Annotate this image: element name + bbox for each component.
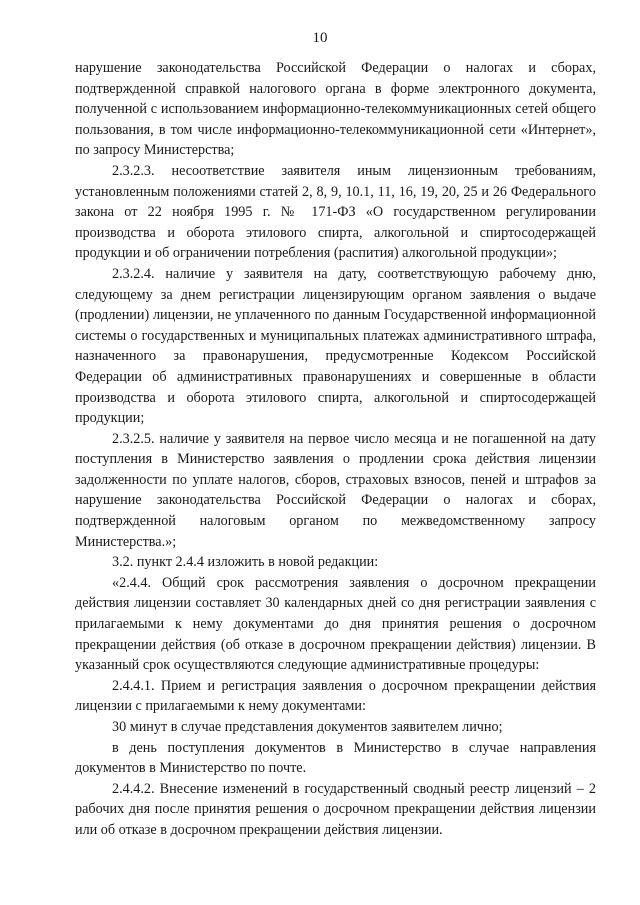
paragraph-2-4-4-2: 2.4.4.2. Внесение изменений в государственный сводный реестр лицензий – 2 рабочих дня после принятия решения о досрочном прекращении действия лицензии или об отказе в досрочном прекращении действия лицензии. xyxy=(75,780,596,838)
paragraph-2-3-2-4: 2.3.2.4. наличие у заявителя на дату, соответствующую рабочему дню, следующему за днем регистрации лицензирующим органом заявления о выдаче (продлении) лицензии, не уплаченного по данным Государственной информационной системы о государственных и муниципальных платежах административного штрафа, назначенного за правонарушения, предусмотренные Кодексом Российской Федерации об административных правонарушениях и совершенные в области производства и оборота этилового спирта, алкогольной и спиртосодержащей продукции; xyxy=(75,265,596,427)
paragraph-by-mail: в день поступления документов в Министерство в случае направления документов в Министерство по почте. xyxy=(75,739,596,777)
paragraph-2-4-4: «2.4.4. Общий срок рассмотрения заявления о досрочном прекращении действия лицензии составляет 30 календарных дней со дня регистрации заявления с прилагаемыми к нему документами до дня принятия решения о досрочном прекращении действия (об отказе в досрочном прекращении действия) лицензии. В указанный срок осуществляются следующие административные процедуры: xyxy=(75,574,596,674)
paragraph-3-2: 3.2. пункт 2.4.4 изложить в новой редакции: xyxy=(112,554,379,571)
paragraph-2-3-2-3: 2.3.2.3. несоответствие заявителя иным лицензионным требованиям, установленным положениями статей 2, 8, 9, 10.1, 11, 16, 19, 20, 25 и 26 Федерального закона от 22 ноября 1995 г. № 171-ФЗ «О государственном регулировании производства и оборота этилового спирта, алкогольной и спиртосодержащей продукции и об ограничении потребления (распития) алкогольной продукции»; xyxy=(75,162,596,262)
paragraph-2-4-4-1: 2.4.4.1. Прием и регистрация заявления о досрочном прекращении действия лицензии с прилагаемыми к нему документами: xyxy=(75,677,596,715)
paragraph-2-3-2-5: 2.3.2.5. наличие у заявителя на первое число месяца и не погашенной на дату поступления в Министерство заявления о продлении срока действия лицензии задолженности по уплате налогов, сборов, страховых взносов, пеней и штрафов за нарушение законодательства Российской Федерации о налогах и сборах, подтвержденной налоговым органом по межведомственному запросу Министерства.»; xyxy=(75,430,596,550)
page-number: 10 xyxy=(312,30,328,46)
paragraph-30-minutes: 30 минут в случае представления документов заявителем лично; xyxy=(112,719,503,735)
document-body xyxy=(75,58,596,841)
paragraph-continuation: нарушение законодательства Российской Федерации о налогах и сборах, подтвержденной справкой налогового органа в форме электронного документа, полученной с использованием информационно-телекоммуникационных сетей общего пользования, в том числе информационно-телекоммуникационной сети «Интернет», по запросу Министерства; xyxy=(75,60,596,159)
